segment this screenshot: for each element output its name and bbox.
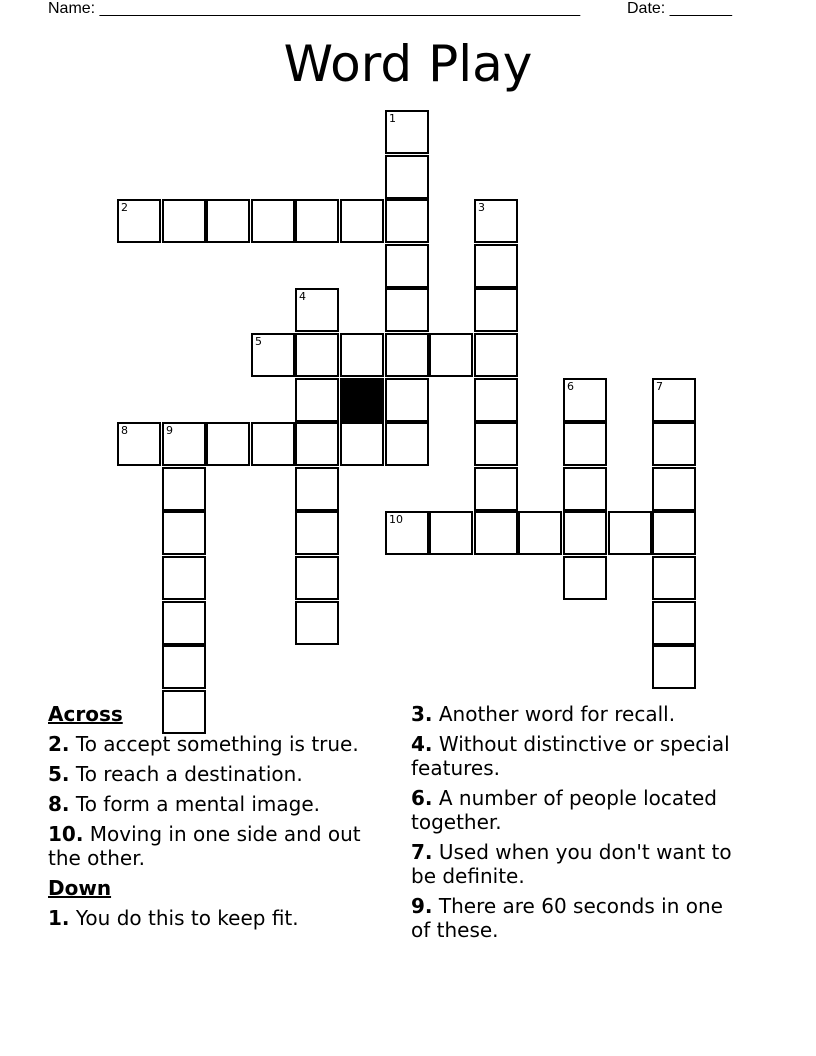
grid-cell[interactable] — [652, 556, 696, 600]
clue-number: 5 — [255, 335, 262, 348]
clue-number: 10 — [389, 513, 403, 526]
grid-cell[interactable] — [162, 511, 206, 555]
grid-cell[interactable] — [652, 422, 696, 466]
clue-number: 3 — [478, 201, 485, 214]
grid-cell[interactable] — [474, 199, 518, 243]
grid-cell[interactable] — [385, 199, 429, 243]
grid-cell[interactable] — [117, 199, 161, 243]
grid-cell[interactable] — [295, 378, 339, 422]
clue-number: 8 — [121, 424, 128, 437]
grid-cell[interactable] — [162, 645, 206, 689]
grid-cell[interactable] — [295, 601, 339, 645]
grid-cell[interactable] — [295, 467, 339, 511]
clues-right-column — [411, 702, 741, 948]
grid-cell[interactable] — [295, 511, 339, 555]
down-heading: Down — [48, 876, 112, 900]
grid-cell[interactable] — [295, 199, 339, 243]
grid-cell[interactable] — [206, 199, 250, 243]
grid-cell[interactable] — [652, 601, 696, 645]
grid-cell[interactable] — [563, 511, 607, 555]
grid-cell[interactable] — [251, 199, 295, 243]
clue-across-8: 8. To form a mental image. — [48, 792, 321, 816]
clue-number: 4 — [299, 290, 306, 303]
header-line — [48, 0, 740, 20]
grid-cell[interactable] — [251, 333, 295, 377]
grid-cell[interactable] — [474, 378, 518, 422]
grid-cell[interactable] — [429, 511, 473, 555]
clue-number: 6 — [567, 380, 574, 393]
grid-cell[interactable] — [206, 422, 250, 466]
clue-across-5: 5. To reach a destination. — [48, 762, 303, 786]
grid-cell[interactable] — [608, 511, 652, 555]
grid-cell[interactable] — [385, 110, 429, 154]
grid-cell[interactable] — [652, 378, 696, 422]
date-field-label: Date: _______ — [627, 0, 732, 17]
grid-cell[interactable] — [340, 422, 384, 466]
grid-cell[interactable] — [563, 556, 607, 600]
grid-cell[interactable] — [385, 288, 429, 332]
clue-across-10: 10. Moving in one side and out the other. — [48, 822, 361, 870]
grid-cell[interactable] — [474, 422, 518, 466]
grid-cell[interactable] — [652, 467, 696, 511]
clue-down-7: 7. Used when you don't want to be definite. — [411, 840, 732, 888]
grid-cell[interactable] — [162, 601, 206, 645]
grid-cell[interactable] — [162, 556, 206, 600]
grid-cell[interactable] — [385, 422, 429, 466]
clue-down-1: 1. You do this to keep fit. — [48, 906, 299, 930]
grid-cell[interactable] — [295, 422, 339, 466]
clue-number: 2 — [121, 201, 128, 214]
grid-cell[interactable] — [474, 288, 518, 332]
grid-cell[interactable] — [518, 511, 562, 555]
grid-cell[interactable] — [385, 378, 429, 422]
grid-cell[interactable] — [563, 378, 607, 422]
puzzle-title: Word Play — [283, 35, 533, 93]
grid-cell[interactable] — [385, 511, 429, 555]
grid-cell[interactable] — [295, 333, 339, 377]
grid-cell[interactable] — [295, 288, 339, 332]
grid-cell[interactable] — [652, 511, 696, 555]
grid-cell[interactable] — [385, 244, 429, 288]
clue-across-2: 2. To accept something is true. — [48, 732, 359, 756]
grid-cell[interactable] — [340, 333, 384, 377]
grid-cell[interactable] — [162, 467, 206, 511]
grid-cell[interactable] — [117, 422, 161, 466]
clue-down-3: 3. Another word for recall. — [411, 702, 676, 726]
clue-down-9: 9. There are 60 seconds in one of these. — [411, 894, 723, 942]
across-heading: Across — [48, 702, 123, 726]
grid-cell[interactable] — [295, 556, 339, 600]
grid-cell[interactable] — [385, 155, 429, 199]
clue-number: 1 — [389, 112, 396, 125]
grid-cell[interactable] — [474, 467, 518, 511]
grid-cell[interactable] — [474, 333, 518, 377]
clue-down-4: 4. Without distinctive or special features. — [411, 732, 730, 780]
grid-cell[interactable] — [563, 467, 607, 511]
black-cell — [340, 378, 384, 422]
clue-number: 7 — [656, 380, 663, 393]
grid-cell[interactable] — [652, 645, 696, 689]
grid-cell[interactable] — [474, 511, 518, 555]
clues-left-column — [48, 702, 388, 936]
clue-down-6: 6. A number of people located together. — [411, 786, 717, 834]
grid-cell[interactable] — [385, 333, 429, 377]
name-field-label: Name: ______________________________________________________ — [48, 0, 581, 17]
grid-cell[interactable] — [474, 244, 518, 288]
grid-cell[interactable] — [340, 199, 384, 243]
grid-cell[interactable] — [162, 422, 206, 466]
grid-cell[interactable] — [429, 333, 473, 377]
grid-cell[interactable] — [563, 422, 607, 466]
clue-number: 9 — [166, 424, 173, 437]
grid-cell[interactable] — [162, 199, 206, 243]
grid-cell[interactable] — [251, 422, 295, 466]
